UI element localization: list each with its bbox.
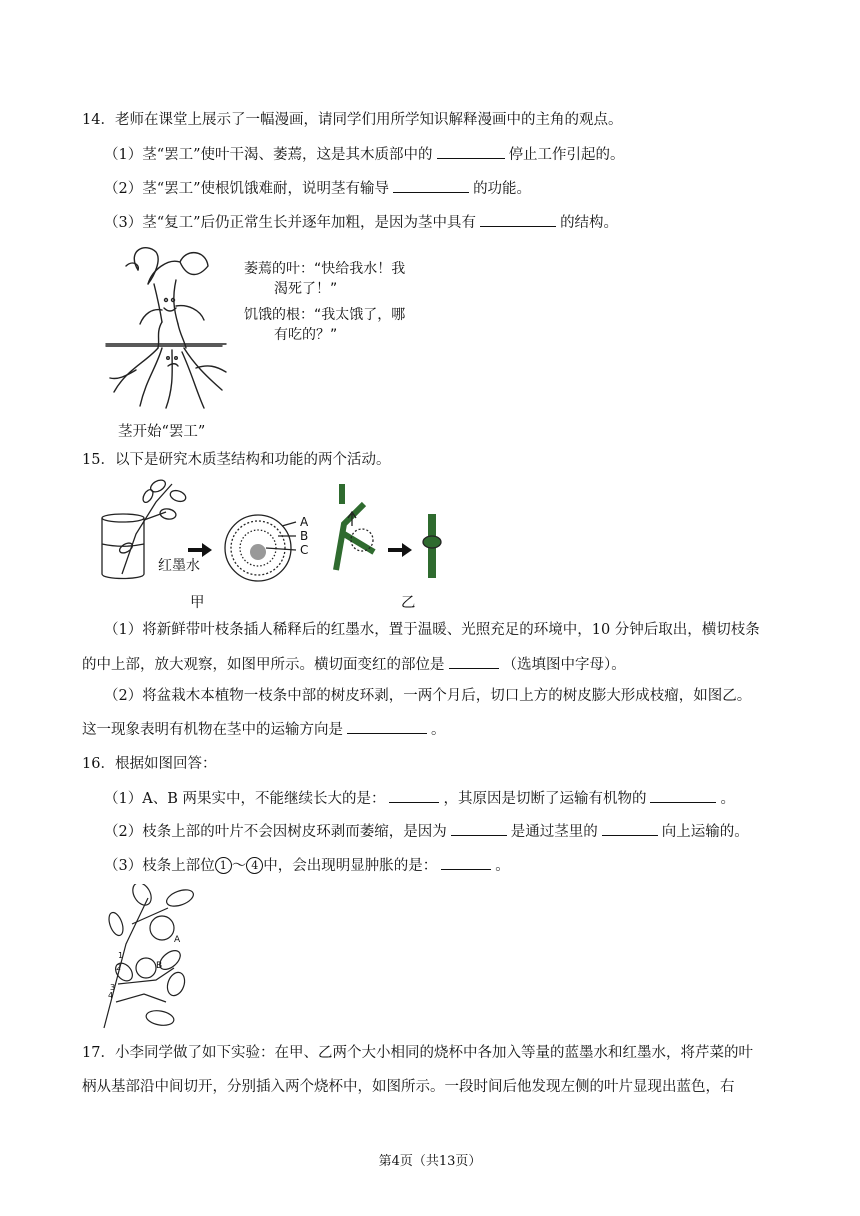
q15-stem: 15．以下是研究木质茎结构和功能的两个活动。 bbox=[82, 452, 391, 468]
q16-blank3[interactable] bbox=[451, 821, 507, 836]
q15-part1-text-b: 的中上部，放大观察，如图甲所示。横切面变红的部位是 bbox=[82, 657, 445, 673]
fig-label-1: 1 bbox=[118, 951, 124, 960]
q14-part2-text-a: （2）茎“罢工”使根饥饿难耐，说明茎有输导 bbox=[104, 181, 390, 197]
q15-part2-line1: （2）将盆栽木本植物一枝条中部的树皮环剥，一两个月后，切口上方的树皮膨大形成枝瘤，如图乙。 bbox=[104, 688, 752, 704]
leaf-speech-line2: 渴死了！” bbox=[274, 281, 338, 297]
q15-part2-text-b: 这一现象表明有机物在茎中的运输方向是 bbox=[82, 722, 343, 738]
q16-part1-text-b: ，其原因是切断了运输有机物的 bbox=[443, 791, 647, 807]
q16-part1 bbox=[104, 788, 735, 809]
q16-part3 bbox=[104, 855, 510, 876]
label-A: A bbox=[300, 515, 309, 529]
fig-label-3: 3 bbox=[110, 983, 116, 992]
q17-line2: 柄从基部沿中间切开，分别插入两个烧杯中，如图所示。一段时间后他发现左侧的叶片显现出蓝色，右 bbox=[82, 1079, 735, 1095]
label-red-ink: 红墨水 bbox=[158, 558, 200, 574]
q15-part1-line2 bbox=[82, 654, 626, 675]
q14-blank1[interactable] bbox=[437, 144, 505, 159]
branch-fruit-icon bbox=[96, 884, 206, 1032]
q16-blank2[interactable] bbox=[650, 788, 716, 803]
label-B: B bbox=[300, 529, 309, 543]
q14-part3-text-a: （3）茎“复工”后仍正常生长并逐年加粗，是因为茎中具有 bbox=[104, 215, 477, 231]
q16-tilde: ～ bbox=[231, 858, 247, 874]
q16-part2-text-a: （2）枝条上部的叶片不会因树皮环剥而萎缩，是因为 bbox=[104, 824, 447, 840]
label-C: C bbox=[300, 543, 309, 557]
stem-cartoon-icon bbox=[96, 240, 416, 415]
q14-part2 bbox=[104, 178, 531, 199]
leaf-speech-line1: 萎蔫的叶：“快给我水！我 bbox=[244, 261, 406, 277]
circled-1: 1 bbox=[215, 857, 232, 874]
q15-part1-text-c: （选填图中字母）。 bbox=[502, 657, 626, 673]
stem-experiment-icon bbox=[96, 474, 456, 586]
q14-stem: 14．老师在课堂上展示了一幅漫画，请同学们用所学知识解释漫画中的主角的观点。 bbox=[82, 112, 623, 128]
q15-part2-text-c: 。 bbox=[431, 722, 446, 738]
fig-label-B: B bbox=[156, 961, 163, 971]
q14-blank3[interactable] bbox=[480, 212, 556, 227]
q16-part1-text-a: （1）A、B 两果实中，不能继续长大的是： bbox=[104, 791, 386, 807]
q16-stem: 16．根据如图回答： bbox=[82, 756, 217, 772]
root-speech-line2: 有吃的？” bbox=[274, 327, 338, 343]
q16-part3-text-b: 中，会出现明显肿胀的是： bbox=[263, 858, 438, 874]
q14-cartoon-caption: 茎开始“罢工” bbox=[118, 424, 206, 440]
page-footer: 第4页（共13页） bbox=[378, 1154, 482, 1169]
fig-label-A: A bbox=[174, 935, 181, 945]
q14-part1 bbox=[104, 144, 625, 165]
q14-cartoon-figure bbox=[96, 240, 416, 415]
q16-part2-text-b: 是通过茎里的 bbox=[510, 824, 598, 840]
root-speech-line1: 饥饿的根：“我太饿了，哪 bbox=[244, 307, 406, 323]
q14-part2-text-b: 的功能。 bbox=[473, 181, 532, 197]
q16-blank5[interactable] bbox=[441, 855, 491, 870]
q14-part1-text-a: （1）茎“罢工”使叶干渴、萎蔫，这是其木质部中的 bbox=[104, 147, 433, 163]
q15-figure bbox=[96, 474, 456, 586]
q14-part1-text-b: 停止工作引起的。 bbox=[508, 147, 625, 163]
label-yi: 乙 bbox=[401, 595, 416, 611]
q15-blank1[interactable] bbox=[449, 654, 499, 669]
q15-part2-line2 bbox=[82, 719, 446, 740]
circled-4: 4 bbox=[246, 857, 263, 874]
fig-label-2: 2 bbox=[116, 963, 122, 972]
q16-part3-text-a: （3）枝条上部位 bbox=[104, 858, 215, 874]
q14-part3-text-b: 的结构。 bbox=[560, 215, 619, 231]
label-jia: 甲 bbox=[190, 595, 205, 611]
q16-blank1[interactable] bbox=[389, 788, 439, 803]
q16-part2-text-c: 向上运输的。 bbox=[661, 824, 749, 840]
q17-line1: 17．小李同学做了如下实验：在甲、乙两个大小相同的烧杯中各加入等量的蓝墨水和红墨水，将芹菜的叶 bbox=[82, 1045, 753, 1061]
q16-part3-text-c: 。 bbox=[495, 858, 510, 874]
q16-part1-text-c: 。 bbox=[720, 791, 735, 807]
q14-blank2[interactable] bbox=[393, 178, 469, 193]
q15-blank2[interactable] bbox=[347, 719, 427, 734]
q16-figure bbox=[96, 884, 206, 1032]
fig-label-4: 4 bbox=[108, 991, 114, 1000]
q14-part3 bbox=[104, 212, 618, 233]
q16-part2 bbox=[104, 821, 749, 842]
q15-part1-line1: （1）将新鲜带叶枝条插人稀释后的红墨水，置于温暖、光照充足的环境中，10 分钟后取出，横切枝条 bbox=[104, 622, 760, 638]
q16-blank4[interactable] bbox=[602, 821, 658, 836]
